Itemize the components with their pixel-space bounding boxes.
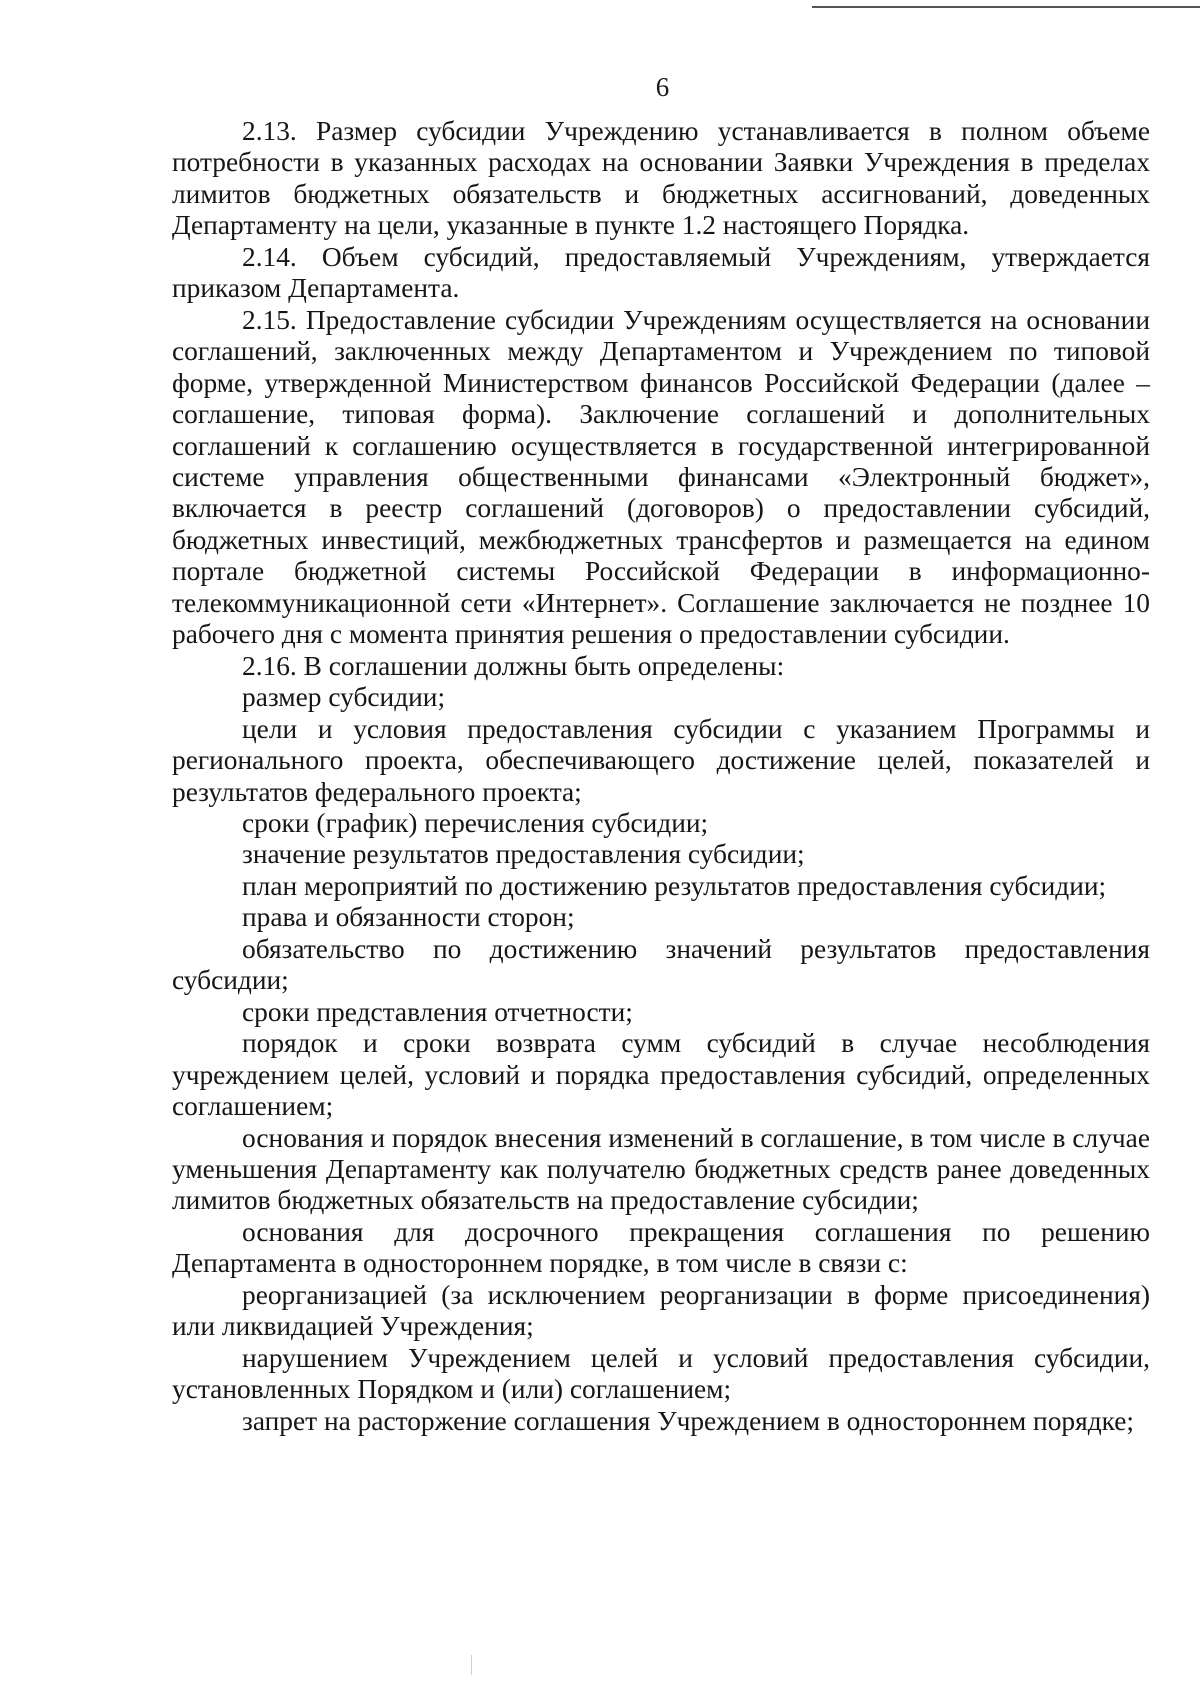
list-item-goals-conditions: цели и условия предоставления субсидии с указанием Программы и регионального проекта, обеспечивающего достижение целей, показателей и результатов федерального проекта; [172, 713, 1150, 807]
list-item-termination-grounds: основания для досрочного прекращения соглашения по решению Департамента в одностороннем порядке, в том числе в связи с: [172, 1216, 1150, 1279]
paragraph-2-15: 2.15. Предоставление субсидии Учреждениям осуществляется на основании соглашений, заключенных между Департаментом и Учреждением по типовой форме, утвержденной Министерством финансов Российской Федерации (далее – соглашение, типовая форма). Заключение соглашений и дополнительных соглашений к соглашению осуществляется в государственной интегрированной системе управления общественными финансами «Электронный бюджет», включается в реестр соглашений (договоров) о предоставлении субсидий, бюджетных инвестиций, межбюджетных трансфертов и размещается на едином портале бюджетной системы Российской Федерации в информационно-телекоммуникационной сети «Интернет». Соглашение заключается не позднее 10 рабочего дня с момента принятия решения о предоставлении субсидии. [172, 304, 1150, 650]
list-item-violation: нарушением Учреждением целей и условий предоставления субсидии, установленных Порядком и (или) соглашением; [172, 1342, 1150, 1405]
paragraph-2-16: 2.16. В соглашении должны быть определены: [242, 650, 785, 681]
top-edge-rule [812, 6, 1200, 8]
list-item-result-obligation: обязательство по достижению значений результатов предоставления субсидии; [172, 933, 1150, 996]
list-item-action-plan: план мероприятий по достижению результатов предоставления субсидии; [242, 870, 1107, 901]
page-number: 6 [655, 72, 670, 102]
paragraph-2-13: 2.13. Размер субсидии Учреждению устанавливается в полном объеме потребности в указанных расходах на основании Заявки Учреждения в пределах лимитов бюджетных обязательств и бюджетных ассигнований, доведенных Департаменту на цели, указанные в пункте 1.2 настоящего Порядка. [172, 116, 1150, 241]
list-item-subsidy-size: размер субсидии; [242, 682, 446, 713]
list-item-rights-duties: права и обязанности сторон; [242, 902, 575, 933]
list-item-reporting-deadlines: сроки представления отчетности; [242, 996, 633, 1027]
paragraph-2-14: 2.14. Объем субсидий, предоставляемый Учреждениям, утверждается приказом Департамента. [172, 241, 1150, 304]
list-item-transfer-schedule: сроки (график) перечисления субсидии; [242, 807, 709, 838]
document-body [172, 116, 1150, 1437]
list-item-amendment-grounds: основания и порядок внесения изменений в соглашение, в том числе в случае уменьшения Департаменту как получателю бюджетных средств ранее доведенных лимитов бюджетных обязательств на предоставление субсидии; [172, 1122, 1150, 1216]
list-item-termination-ban: запрет на расторжение соглашения Учреждением в одностороннем порядке; [242, 1405, 1135, 1436]
scan-mark [471, 1655, 472, 1675]
list-item-refund-procedure: порядок и сроки возврата сумм субсидий в случае несоблюдения учреждением целей, условий и порядка предоставления субсидий, определенных соглашением; [172, 1028, 1150, 1122]
list-item-result-values: значение результатов предоставления субсидии; [242, 839, 805, 870]
list-item-reorganization: реорганизацией (за исключением реорганизации в форме присоединения) или ликвидацией Учреждения; [172, 1279, 1150, 1342]
